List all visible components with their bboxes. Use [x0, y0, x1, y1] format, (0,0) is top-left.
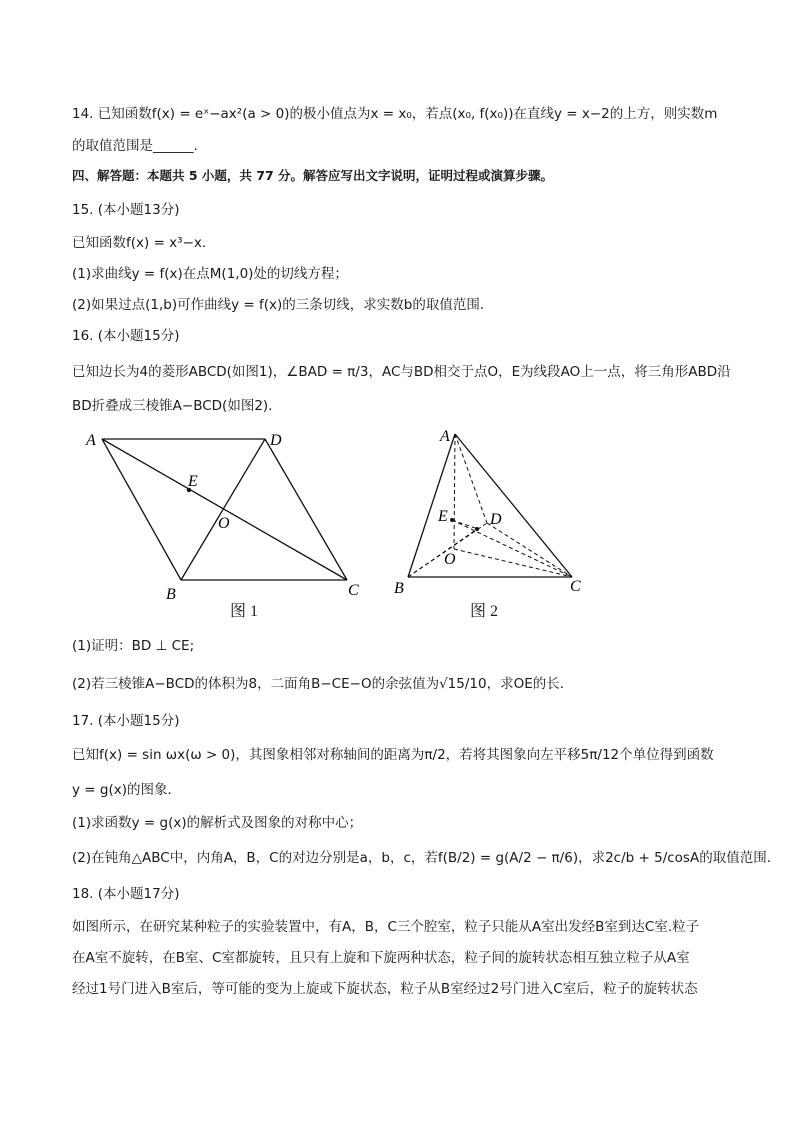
label-C: C [348, 582, 359, 599]
question-18-stem-line-1: 如图所示，在研究某种粒子的实验装置中，有A，B，C三个腔室，粒子只能从A室出发经B室到达C室.粒子 [72, 919, 700, 935]
label-O: O [444, 551, 456, 568]
question-17-part-1: (1)求函数y = g(x)的解析式及图象的对称中心； [72, 815, 363, 831]
question-17-stem-line-2: y = g(x)的图象． [72, 782, 181, 798]
label-D: D [490, 511, 502, 528]
question-15-header: 15. (本小题13分) [72, 202, 180, 218]
label-C: C [570, 578, 581, 595]
question-16-part-1: (1)证明：BD ⊥ CE; [72, 638, 195, 654]
section-heading: 四、解答题：本题共 5 小题，共 77 分。解答应写出文字说明，证明过程或演算步骤。 [72, 168, 554, 183]
question-15-part-2: (2)如果过点(1,b)可作曲线y = f(x)的三条切线，求实数b的取值范围． [72, 297, 494, 313]
question-15-stem: 已知函数f(x) = x³−x． [72, 235, 216, 251]
question-17-part-2: (2)在钝角△ABC中，内角A，B，C的对边分别是a，b，c，若f(B/2) = g(A/2 − π/6)，求2c/b + 5/cosA的取值范围． [72, 850, 781, 866]
label-O: O [218, 515, 230, 532]
question-18-stem-line-2: 在A室不旋转，在B室、C室都旋转，且只有上旋和下旋两种状态，粒子间的旋转状态相互独立粒子从A室 [72, 950, 690, 966]
question-17-header: 17. (本小题15分) [72, 713, 180, 729]
question-18-stem-line-3: 经过1号门进入B室后，等可能的变为上旋或下旋状态，粒子从B室经过2号门进入C室后，粒子的旋转状态 [72, 981, 698, 997]
question-15-part-1: (1)求曲线y = f(x)在点M(1,0)处的切线方程； [72, 266, 348, 282]
label-B: B [394, 580, 404, 597]
question-16-stem-line-1: 已知边长为4的菱形ABCD(如图1)，∠BAD = π/3，AC与BD相交于点O，E为线段AO上一点，将三角形ABD沿 [72, 364, 731, 380]
label-B: B [166, 586, 176, 600]
figure-2 [390, 425, 590, 600]
question-16-part-2: (2)若三棱锥A−BCD的体积为8，二面角B−CE−O的余弦值为√15/10，求OE的长． [72, 676, 574, 692]
label-A: A [440, 428, 450, 445]
label-E: E [438, 508, 448, 525]
label-D: D [270, 432, 282, 449]
question-16-header: 16. (本小题15分) [72, 328, 180, 344]
figure-2-caption: 图 2 [470, 603, 499, 620]
label-A: A [86, 432, 96, 449]
figure-1 [80, 425, 370, 600]
label-E: E [188, 473, 198, 490]
question-17-stem-line-1: 已知f(x) = sin ωx(ω > 0)，其图象相邻对称轴间的距离为π/2，若将其图象向左平移5π/12个单位得到函数 [72, 747, 714, 763]
figure-1-caption: 图 1 [230, 603, 259, 620]
question-14-line-1: 14. 已知函数f(x) = eˣ−ax²(a > 0)的极小值点为x = x₀，若点(x₀, f(x₀))在直线y = x−2的上方，则实数m [72, 106, 718, 122]
question-18-header: 18. (本小题17分) [72, 886, 180, 902]
question-14-line-2: 的取值范围是______. [72, 138, 198, 154]
question-16-stem-line-2: BD折叠成三棱锥A−BCD(如图2)． [72, 398, 282, 414]
